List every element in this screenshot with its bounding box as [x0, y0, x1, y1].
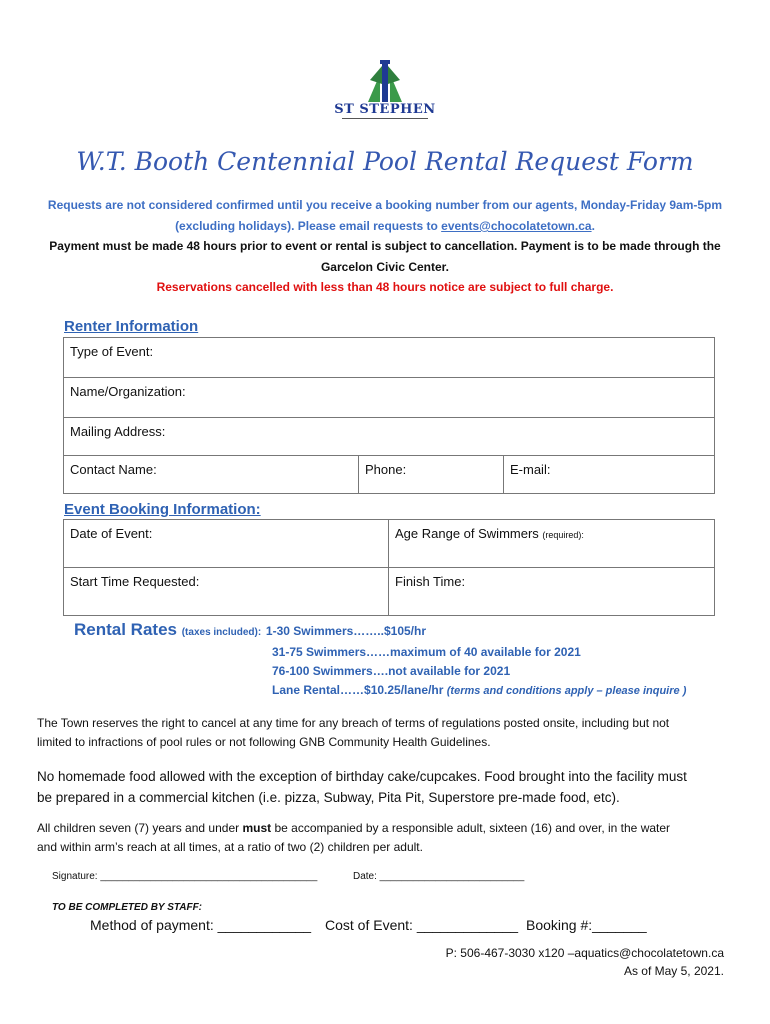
start-time-label: Start Time Requested: — [70, 574, 200, 589]
terms-p3-must: must — [242, 821, 272, 835]
name-organization-field[interactable] — [64, 378, 715, 418]
intro-line-2 — [0, 219, 770, 233]
type-of-event-label: Type of Event: — [70, 344, 154, 359]
email-label: E-mail: — [510, 462, 551, 477]
start-time-field[interactable] — [64, 568, 389, 616]
contact-name-label: Contact Name: — [70, 462, 157, 477]
intro-line-2-post: . — [591, 219, 595, 233]
terms-paragraph-1 — [37, 714, 737, 752]
logo-tagline-rule — [342, 118, 428, 124]
lighthouse-logo-icon — [330, 60, 440, 104]
mailing-address-field[interactable] — [64, 418, 715, 456]
phone-field[interactable] — [359, 456, 504, 494]
age-required-note: (required): — [542, 530, 584, 540]
date-of-event-label: Date of Event: — [70, 526, 153, 541]
rental-rates-title: Rental Rates — [74, 620, 177, 639]
cancellation-warning: Reservations cancelled with less than 48 hours notice are subject to full charge. — [156, 280, 614, 294]
mailing-address-label: Mailing Address: — [70, 424, 166, 439]
lane-rental-note: (terms and conditions apply – please inquire ) — [446, 685, 687, 697]
terms-p3-pre: All children seven (7) years and under — [37, 821, 243, 835]
rate-line-4 — [272, 683, 686, 697]
rate-line-3: 76-100 Swimmers….not available for 2021 — [272, 664, 511, 678]
terms-paragraph-3 — [37, 819, 737, 857]
renter-info-heading: Renter Information — [64, 318, 199, 335]
staff-section-heading: TO BE COMPLETED BY STAFF: — [52, 902, 203, 913]
terms-p3-line-2: and within arm’s reach at all times, at a ratio of two (2) children per adult. — [37, 840, 423, 854]
town-logo — [330, 60, 440, 130]
event-booking-table — [63, 519, 715, 616]
type-of-event-field[interactable] — [64, 338, 715, 378]
age-range-label: Age Range of Swimmers — [395, 526, 539, 541]
signature-line[interactable]: Signature: _______________________________________ — [52, 871, 318, 882]
terms-p1-line-1: The Town reserves the right to cancel at any time for any breach of terms of regulations posted onsite, including but not — [37, 716, 670, 730]
date-of-event-field[interactable] — [64, 520, 389, 568]
contact-name-field[interactable] — [64, 456, 359, 494]
payment-line-2: Garcelon Civic Center. — [320, 260, 450, 274]
rate-line-1: 1-30 Swimmers……..$105/hr — [265, 624, 426, 638]
terms-p2-line-1: No homemade food allowed with the exception of birthday cake/cupcakes. Food brought into the facility must — [37, 769, 687, 784]
taxes-included-note: (taxes included): — [181, 627, 262, 638]
footer-contact: P: 506-467-3030 x120 –aquatics@chocolatetown.ca — [445, 946, 724, 960]
footer-date: As of May 5, 2021. — [623, 964, 724, 978]
intro-line-2-pre: (excluding holidays). Please email requests to — [175, 219, 442, 233]
renter-info-table — [63, 337, 715, 494]
intro-line-1: Requests are not considered confirmed until you receive a booking number from our agents, Monday-Friday 9am-5pm — [47, 198, 723, 212]
cost-of-event-field[interactable]: Cost of Event: _____________ — [325, 917, 519, 933]
logo-text: ST STEPHEN — [334, 102, 436, 117]
terms-p2-line-2: be prepared in a commercial kitchen (i.e. pizza, Subway, Pita Pit, Superstore pre-made food, etc). — [37, 790, 620, 805]
rate-line-2: 31-75 Swimmers……maximum of 40 available for 2021 — [272, 645, 581, 659]
phone-label: Phone: — [365, 462, 407, 477]
finish-time-label: Finish Time: — [395, 574, 466, 589]
event-booking-heading: Event Booking Information: — [64, 501, 261, 518]
booking-number-field[interactable]: Booking #:_______ — [526, 917, 647, 933]
terms-p1-line-2: limited to infractions of pool rules or not following GNB Community Health Guidelines. — [37, 735, 491, 749]
signature-date-line[interactable]: Date: __________________________ — [353, 871, 525, 882]
page-title: W.T. Booth Centennial Pool Rental Request Form — [76, 147, 694, 176]
finish-time-field[interactable] — [389, 568, 715, 616]
events-email-link[interactable]: events@chocolatetown.ca — [441, 219, 592, 233]
rental-rates — [74, 620, 426, 640]
email-field[interactable] — [504, 456, 715, 494]
lane-rental-rate: Lane Rental……$10.25/lane/hr — [272, 683, 444, 697]
name-organization-label: Name/Organization: — [70, 384, 186, 399]
age-range-field[interactable] — [389, 520, 715, 568]
terms-p3-post: be accompanied by a responsible adult, sixteen (16) and over, in the water — [271, 821, 671, 835]
method-of-payment-field[interactable]: Method of payment: ____________ — [90, 917, 312, 933]
terms-paragraph-2 — [37, 766, 737, 808]
payment-line-1: Payment must be made 48 hours prior to event or rental is subject to cancellation. Payment is to be made through the — [49, 239, 721, 253]
terms-p3-line-1 — [37, 819, 737, 838]
